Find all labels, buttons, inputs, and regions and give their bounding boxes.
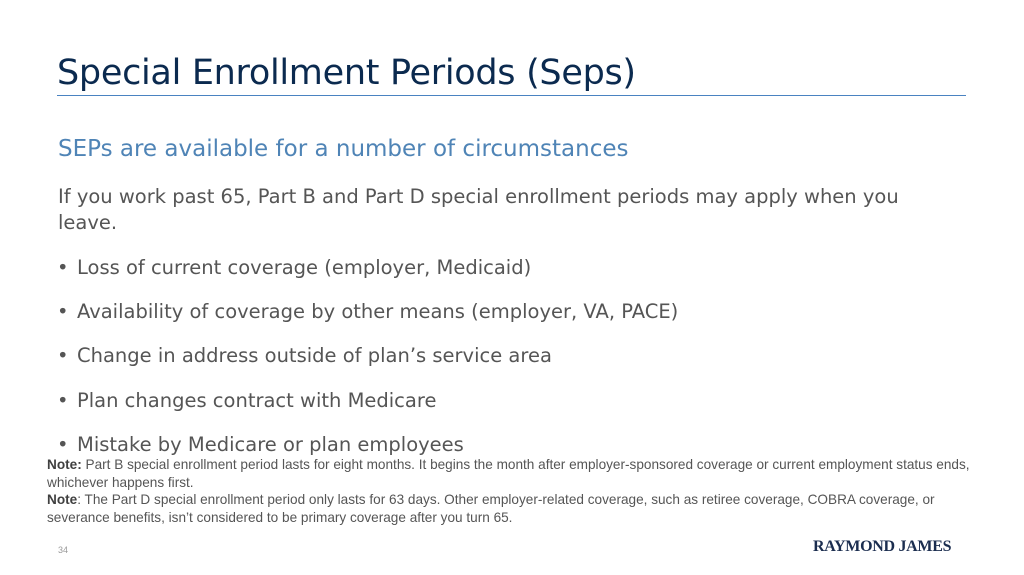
slide-subtitle: SEPs are available for a number of circumstances bbox=[58, 136, 629, 162]
list-item-text: Loss of current coverage (employer, Medicaid) bbox=[77, 256, 532, 279]
footnote-text: Part B special enrollment period lasts for eight months. It begins the month after employer-sponsored coverage or current employment status ends, whichever happens first. bbox=[47, 457, 970, 490]
page-number: 34 bbox=[58, 545, 69, 555]
footnote-label: Note bbox=[47, 492, 78, 507]
footnote-text: : The Part D special enrollment period only lasts for 63 days. Other employer-related coverage, such as retiree coverage, COBRA coverage, or severance benefits, isn’t considered to be primary coverage after you turn 65. bbox=[47, 492, 935, 525]
bullet-icon: • bbox=[57, 433, 69, 456]
bullet-icon: • bbox=[57, 389, 69, 412]
raymond-james-logo: RAYMOND JAMES bbox=[813, 538, 952, 555]
footnote-part-d bbox=[47, 491, 987, 526]
list-item bbox=[57, 344, 552, 367]
slide-title: Special Enrollment Periods (Seps) bbox=[57, 53, 636, 93]
list-item-text: Mistake by Medicare or plan employees bbox=[77, 433, 464, 456]
intro-paragraph: If you work past 65, Part B and Part D special enrollment periods may apply when you leave. bbox=[58, 185, 899, 234]
footnote-label: Note: bbox=[47, 457, 82, 472]
bullet-icon: • bbox=[57, 344, 69, 367]
footnotes bbox=[47, 456, 987, 526]
bullet-icon: • bbox=[57, 300, 69, 323]
list-item bbox=[57, 300, 678, 323]
list-item-text: Plan changes contract with Medicare bbox=[77, 389, 437, 412]
list-item bbox=[57, 389, 436, 412]
list-item-text: Availability of coverage by other means (employer, VA, PACE) bbox=[77, 300, 679, 323]
footnote-part-b bbox=[47, 456, 987, 491]
bullet-icon: • bbox=[57, 256, 69, 279]
list-item bbox=[57, 433, 464, 456]
list-item bbox=[57, 256, 531, 279]
list-item-text: Change in address outside of plan’s service area bbox=[77, 344, 552, 367]
title-underline-divider bbox=[57, 95, 966, 96]
